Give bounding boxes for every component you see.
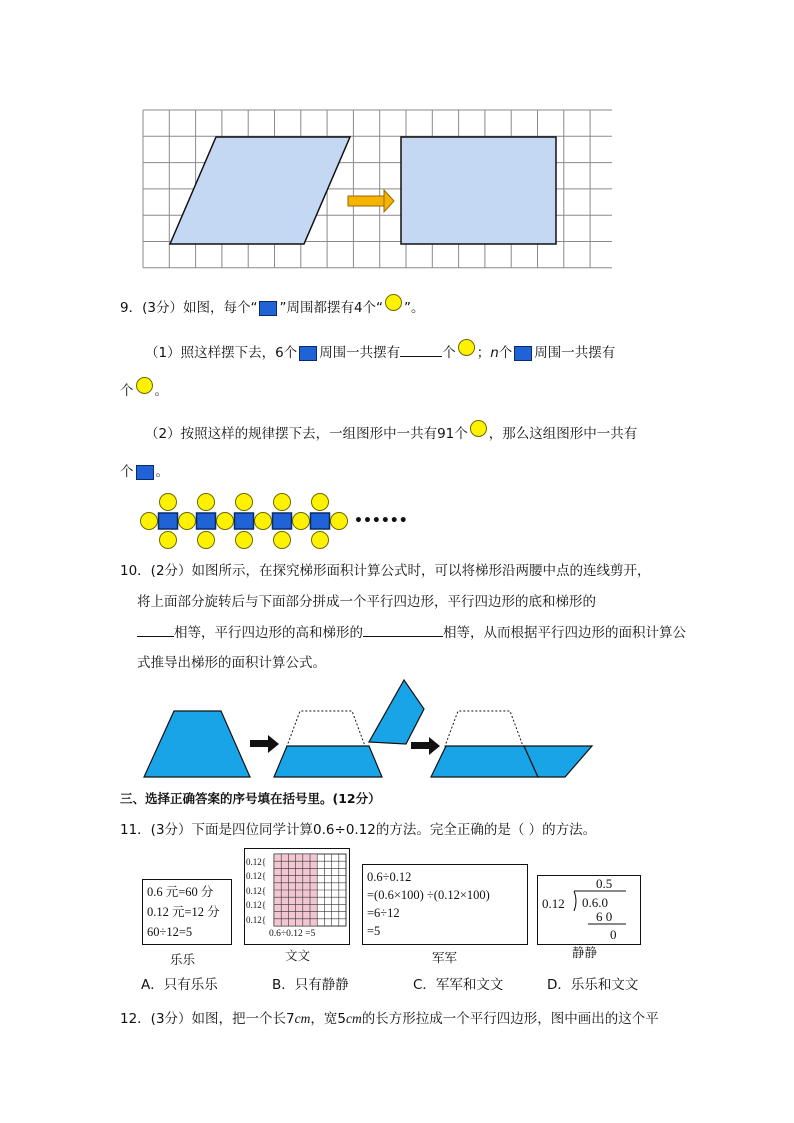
blue-square	[159, 513, 178, 529]
transform-arrow	[348, 190, 394, 212]
q12-unit: cm	[345, 1011, 362, 1026]
q9-part2-line2	[120, 462, 169, 482]
q9-p2-text-d: 。	[155, 464, 169, 480]
division-dividend: 0.6.0	[582, 895, 608, 910]
black-arrow-1	[250, 735, 279, 753]
q9-part1-line2	[120, 381, 168, 401]
parallelogram-shape	[170, 137, 350, 244]
wenwen-row-label: 0.12{	[246, 885, 267, 896]
blue-square	[273, 513, 292, 529]
q9-part2	[145, 424, 637, 444]
yellow-circle	[255, 513, 272, 530]
division-remainder: 0	[610, 927, 617, 942]
blue-square-icon	[259, 301, 277, 316]
square-circle-pattern	[141, 494, 348, 549]
rectangle-shape	[401, 137, 556, 244]
lele-line: 60÷12=5	[147, 925, 193, 939]
yellow-circle	[179, 513, 196, 530]
junjun-line: 0.6÷0.12	[367, 870, 412, 884]
lele-line: 0.12 元=12 分	[147, 905, 220, 919]
division-quotient: 0.5	[596, 876, 613, 891]
yellow-circle	[217, 513, 234, 530]
yellow-circle	[274, 532, 291, 549]
q9-p2-text-b: ，那么这组图形中一共有	[488, 426, 638, 442]
blue-square	[311, 513, 330, 529]
answer-blank[interactable]	[400, 342, 442, 357]
pattern-figure	[138, 492, 418, 550]
q9-p1-text-d: ；	[476, 345, 491, 361]
q9-stem-text-a: 9．(3分）如图，每个“	[120, 300, 258, 316]
answer-blank[interactable]	[137, 622, 174, 637]
q9-p1-text-a: （1）照这样摆下去，6个	[145, 345, 298, 361]
parallelogram-left	[431, 746, 538, 777]
wenwen-row-labels	[246, 855, 266, 927]
q9-p1-text-e: 个	[498, 345, 513, 361]
lele-method-box	[142, 879, 232, 945]
q9-stem-text-b: ”周围都摆有4个“	[279, 300, 384, 316]
q10-line4: 式推导出梯形的面积计算公式。	[137, 655, 326, 671]
q12-text-b: ，宽5	[310, 1011, 346, 1027]
yellow-circle	[236, 532, 253, 549]
q9-p1-text-h: 。	[154, 383, 168, 399]
junjun-line: =5	[367, 924, 381, 938]
ellipsis-dots: ••••••	[354, 513, 408, 529]
q9-p2-text-c: 个	[120, 464, 134, 480]
blue-square-icon	[299, 346, 317, 361]
yellow-circle	[141, 513, 158, 530]
wenwen-method-box	[244, 848, 350, 945]
wenwen-row-label: 0.12{	[246, 914, 267, 925]
yellow-circle	[312, 532, 329, 549]
black-arrow-2	[411, 737, 440, 755]
lele-name: 乐乐	[170, 952, 196, 967]
q11-stem: 11．(3分）下面是四位同学计算0.6÷0.12的方法。完全正确的是（ ）的方法。	[120, 822, 597, 838]
q9-stem-text-c: ”。	[404, 300, 425, 316]
wenwen-row-label: 0.12{	[246, 871, 267, 882]
yellow-circle-icon	[470, 420, 487, 437]
variable-n: n	[490, 345, 499, 361]
section3-title: 三、选择正确答案的序号填在括号里。(12分）	[120, 791, 381, 806]
rotated-top-piece	[369, 680, 424, 744]
q10-line1: 10．(2分）如图所示，在探究梯形面积计算公式时，可以将梯形沿两腰中点的连线剪开，	[120, 563, 651, 579]
q11-option-c[interactable]: C．军军和文文	[413, 977, 504, 993]
yellow-circle	[160, 494, 177, 511]
trapezoid-top-dotted-2	[445, 711, 523, 746]
trapezoid-figure	[140, 676, 600, 782]
q12-stem	[120, 1009, 659, 1029]
q10-line3-text-b: 相等，从而根据平行四边形的面积计算公	[443, 625, 686, 641]
q9-p1-text-g: 个	[120, 383, 134, 399]
junjun-name: 军军	[432, 950, 458, 965]
yellow-circle	[331, 513, 348, 530]
q10-line2: 将上面部分旋转后与下面部分拼成一个平行四边形，平行四边形的底和梯形的	[137, 594, 596, 610]
wenwen-row-label: 0.12{	[246, 857, 267, 867]
wenwen-name: 文文	[285, 948, 311, 963]
yellow-circle-icon	[385, 294, 402, 311]
jingjing-name: 静静	[572, 945, 598, 960]
lele-line: 0.6 元=60 分	[147, 885, 214, 899]
wenwen-caption: 0.6÷0.12 =5	[269, 929, 316, 939]
q12-unit: cm	[294, 1011, 311, 1026]
q11-option-d[interactable]: D．乐乐和文文	[547, 977, 639, 993]
q10-line3	[137, 622, 686, 643]
q9-stem	[120, 298, 425, 318]
yellow-circle	[312, 494, 329, 511]
blue-square	[235, 513, 254, 529]
junjun-method-box	[362, 864, 528, 945]
jingjing-method-box	[537, 875, 641, 945]
wenwen-row-label: 0.12{	[246, 900, 267, 911]
junjun-line: =(0.6×100) ÷(0.12×100)	[367, 888, 490, 902]
answer-blank[interactable]	[363, 622, 443, 637]
division-divisor: 0.12	[542, 896, 565, 911]
q12-text-a: 12．(3分）如图，把一个长7	[120, 1011, 295, 1027]
yellow-circle-icon	[458, 339, 475, 356]
q10-line3-text-a: 相等，平行四边形的高和梯形的	[174, 625, 363, 641]
yellow-circle	[274, 494, 291, 511]
q11-option-a[interactable]: A．只有乐乐	[141, 977, 218, 993]
yellow-circle	[198, 494, 215, 511]
yellow-circle	[293, 513, 310, 530]
q11-option-b[interactable]: B．只有静静	[272, 977, 349, 993]
q9-p1-text-f: 周围一共摆有	[534, 345, 616, 361]
trapezoid-shape	[144, 711, 250, 777]
yellow-circle	[236, 494, 253, 511]
trapezoid-top-dotted	[287, 711, 365, 746]
grid-figure	[140, 108, 612, 274]
junjun-line: =6÷12	[367, 906, 400, 920]
q12-text-c: 的长方形拉成一个平行四边形，图中画出的这个平	[361, 1011, 659, 1027]
q9-p1-text-c: 个	[442, 345, 456, 361]
division-product: 6 0	[596, 909, 613, 924]
q9-p1-text-b: 周围一共摆有	[319, 345, 401, 361]
q9-p2-text-a: （2）按照这样的规律摆下去，一组图形中一共有91个	[145, 426, 468, 442]
blue-square-icon	[514, 346, 532, 361]
blue-square-icon	[136, 465, 154, 480]
yellow-circle	[160, 532, 177, 549]
q9-part1	[145, 342, 615, 363]
blue-square	[197, 513, 216, 529]
trapezoid-bottom-half	[274, 746, 382, 777]
yellow-circle	[198, 532, 215, 549]
yellow-circle-icon	[136, 377, 153, 394]
